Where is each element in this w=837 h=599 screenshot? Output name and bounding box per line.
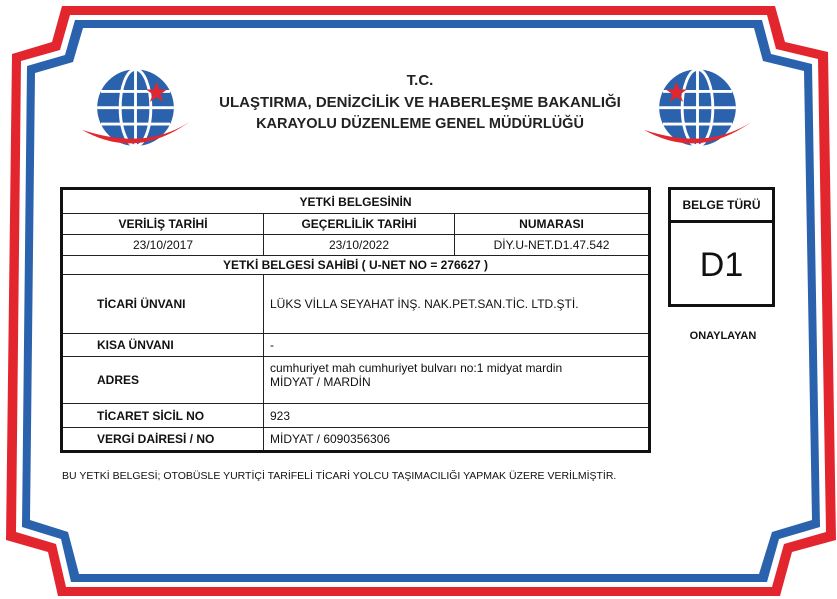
address [264, 357, 650, 404]
registry-no: 923 [264, 404, 650, 428]
col-valid-date: GEÇERLİLİK TARİHİ [264, 214, 455, 235]
belge-type-value: D1 [699, 246, 744, 284]
section-title: YETKİ BELGESİNİN [62, 189, 650, 214]
header-tc: T.C. [406, 72, 434, 89]
trade-name: LÜKS VİLLA SEYAHAT İNŞ. NAK.PET.SAN.TİC. LTD.ŞTİ. [264, 275, 650, 334]
col-issue-date: VERİLİŞ TARİHİ [62, 214, 264, 235]
short-name-label: KISA ÜNVANI [62, 334, 264, 357]
footer-statement: BU YETKİ BELGESİ; OTOBÜSLE YURTİÇİ TARİFELİ TİCARİ YOLCU TAŞIMACILIĞI YAPMAK ÜZERE VERİLMİŞTİR. [62, 470, 617, 482]
short-name: - [264, 334, 650, 357]
trade-name-label: TİCARİ ÜNVANI [62, 275, 264, 334]
header-directorate: KARAYOLU DÜZENLEME GENEL MÜDÜRLÜĞÜ [256, 116, 584, 132]
tax-office: MİDYAT / 6090356306 [264, 428, 650, 452]
certificate-table [60, 187, 651, 453]
belge-type-title: BELGE TÜRÜ [671, 190, 772, 223]
owner-title: YETKİ BELGESİ SAHİBİ ( U-NET NO = 276627 ) [62, 256, 650, 275]
issue-date: 23/10/2017 [62, 235, 264, 256]
address-label: ADRES [62, 357, 264, 404]
registry-label: TİCARET SİCİL NO [62, 404, 264, 428]
certificate-number: DİY.U-NET.D1.47.542 [455, 235, 650, 256]
approver-label: ONAYLAYAN [689, 330, 757, 342]
header-ministry: ULAŞTIRMA, DENİZCİLİK VE HABERLEŞME BAKANLIĞI [219, 94, 621, 111]
valid-date: 23/10/2022 [264, 235, 455, 256]
address-line2: MİDYAT / MARDİN [270, 375, 371, 389]
col-number: NUMARASI [455, 214, 650, 235]
address-line1: cumhuriyet mah cumhuriyet bulvarı no:1 midyat mardin [270, 361, 563, 375]
tax-label: VERGİ DAİRESİ / NO [62, 428, 264, 452]
belge-type-box [668, 187, 775, 307]
